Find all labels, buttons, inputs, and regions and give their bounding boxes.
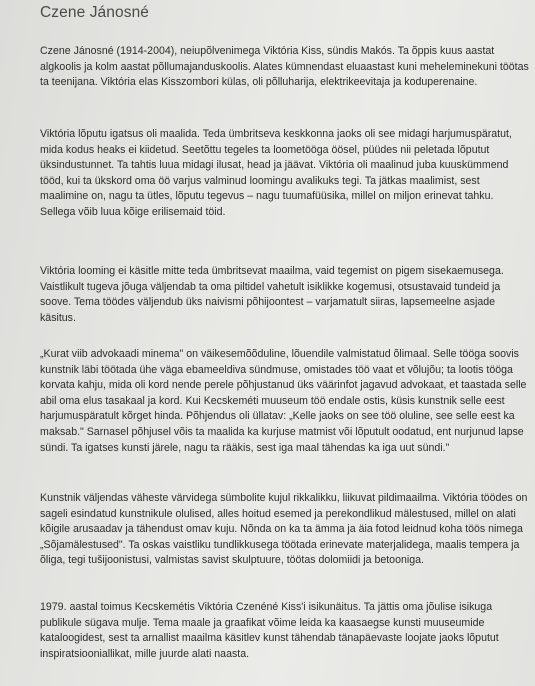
paragraph-symbols: Kunstnik väljendas väheste värvidega sümbolite kujul rikkalikku, liikuvat pildimaailma. Viktória töödes on sageli esindatud kunstnikule olulised, alles hoitud esemed ja perekondlikud mälestused, millel on alati kõigile arusaadav ja tähendust omav kuju. Nõnda on ka ta ämma ja äia fotod leidnud koha töös nimega „Sõjamälestused". Ta oskas vaistliku tundlikkusega töötada erinevate materjalidega, maalis tempera ja õliga, tegi tušijoonistusi, valmistas savist skulptuure, töötas dolomiidi ja betooniga. [40,492,528,567]
paragraph-devil-painting: „Kurat viib advokaadi minema" on väikesemõõduline, lõuendile valmistatud õlimaal. Selle tööga soovis kunstnik läbi töötada ühe väga ebameeldiva sündmuse, omistades töö vaat et võlujõu; ta lootis tööga korvata kahju, mida oli kord nende perele põhjustanud üks väärinfot jagavud advokaat, et taastada selle abil oma elus tasakaal ja kord. Kui Kecskeméti muuseum töö endale ostis, küsis kunstnik selle eest harjumuspäratult kõrget hinda. Põhjendus oli üllatav: „Kelle jaoks on see töö oluline, see selle eest ka maksab." Sarnasel põhjusel võis ta maalida ka kurjuse matmist või lõputult oodatud, ent nurjunud lapse sündi. Ta igatses kunsti järele, nagu ta rääkis, sest iga maal tähendas ka iga uut sündi." [40,348,527,454]
paragraph-exhibition: 1979. aastal toimus Kecskemétis Viktória Czenéné Kiss'i isikunäitus. Ta jättis oma jõulise isikuga publikule sügava mulje. Tema maale ja graafikat võime leida ka kaasaegse kunsti muuseumide kataloogidest, sest ta arnallist maailma käsitlev kunst tähendab tänapäevaste loojate jaoks lõputut inspiratsiooniallikat, mille juurde alati naasta. [40,601,499,660]
page-title: Czene Jánosné [40,4,150,21]
paragraph-biography: Czene Jánosné (1914-2004), neiupõlvenimega Viktória Kiss, sündis Makós. Ta õppis kuus aastat algkoolis ja kolm aastat põllumajanduskoolis. Alates kümnendast eluaastast kuni meheleminekuni töötas ta teenijana. Viktória elas Kisszombori külas, oli põlluharija, elektrikeevitaja ja koduperenaine. [40,45,529,89]
paragraph-introspection: Viktória looming ei käsitle mitte teda ümbritsevat maailma, vaid tegemist on pigem sisekaemusega. Vaistlikult tugeva jõuga väljendab ta oma piltidel vahetult isiklikke kogemusi, otsustavaid tundeid ja soove. Tema töödes väljendub üks naivismi põhijoontest – varjamatult siiras, lapsemeelne asjade käsitus. [40,265,504,324]
paragraph-painting-longing: Viktória lõputu igatsus oli maalida. Teda ümbritseva keskkonna jaoks oli see midagi harjumuspäratut, mida kodus heaks ei kiidetud. Seetõttu tegeles ta loometööga öösel, püüdes nii peletada lõputut üksindustunnet. Ta tahtis luua midagi ilusat, head ja jäävat. Viktória oli maalinud juba kuuskümmend tööd, kui ta ükskord oma öö varjus valminud loomingu avalikuks tegi. Ta jätkas maalimist, sest maalimine on, nagu ta ütles, lõputu tegevus – nagu tuumafüüsika, millel on miljon erinevat tahku. Sellega võib luua kõige erilisemaid töid. [40,128,512,218]
